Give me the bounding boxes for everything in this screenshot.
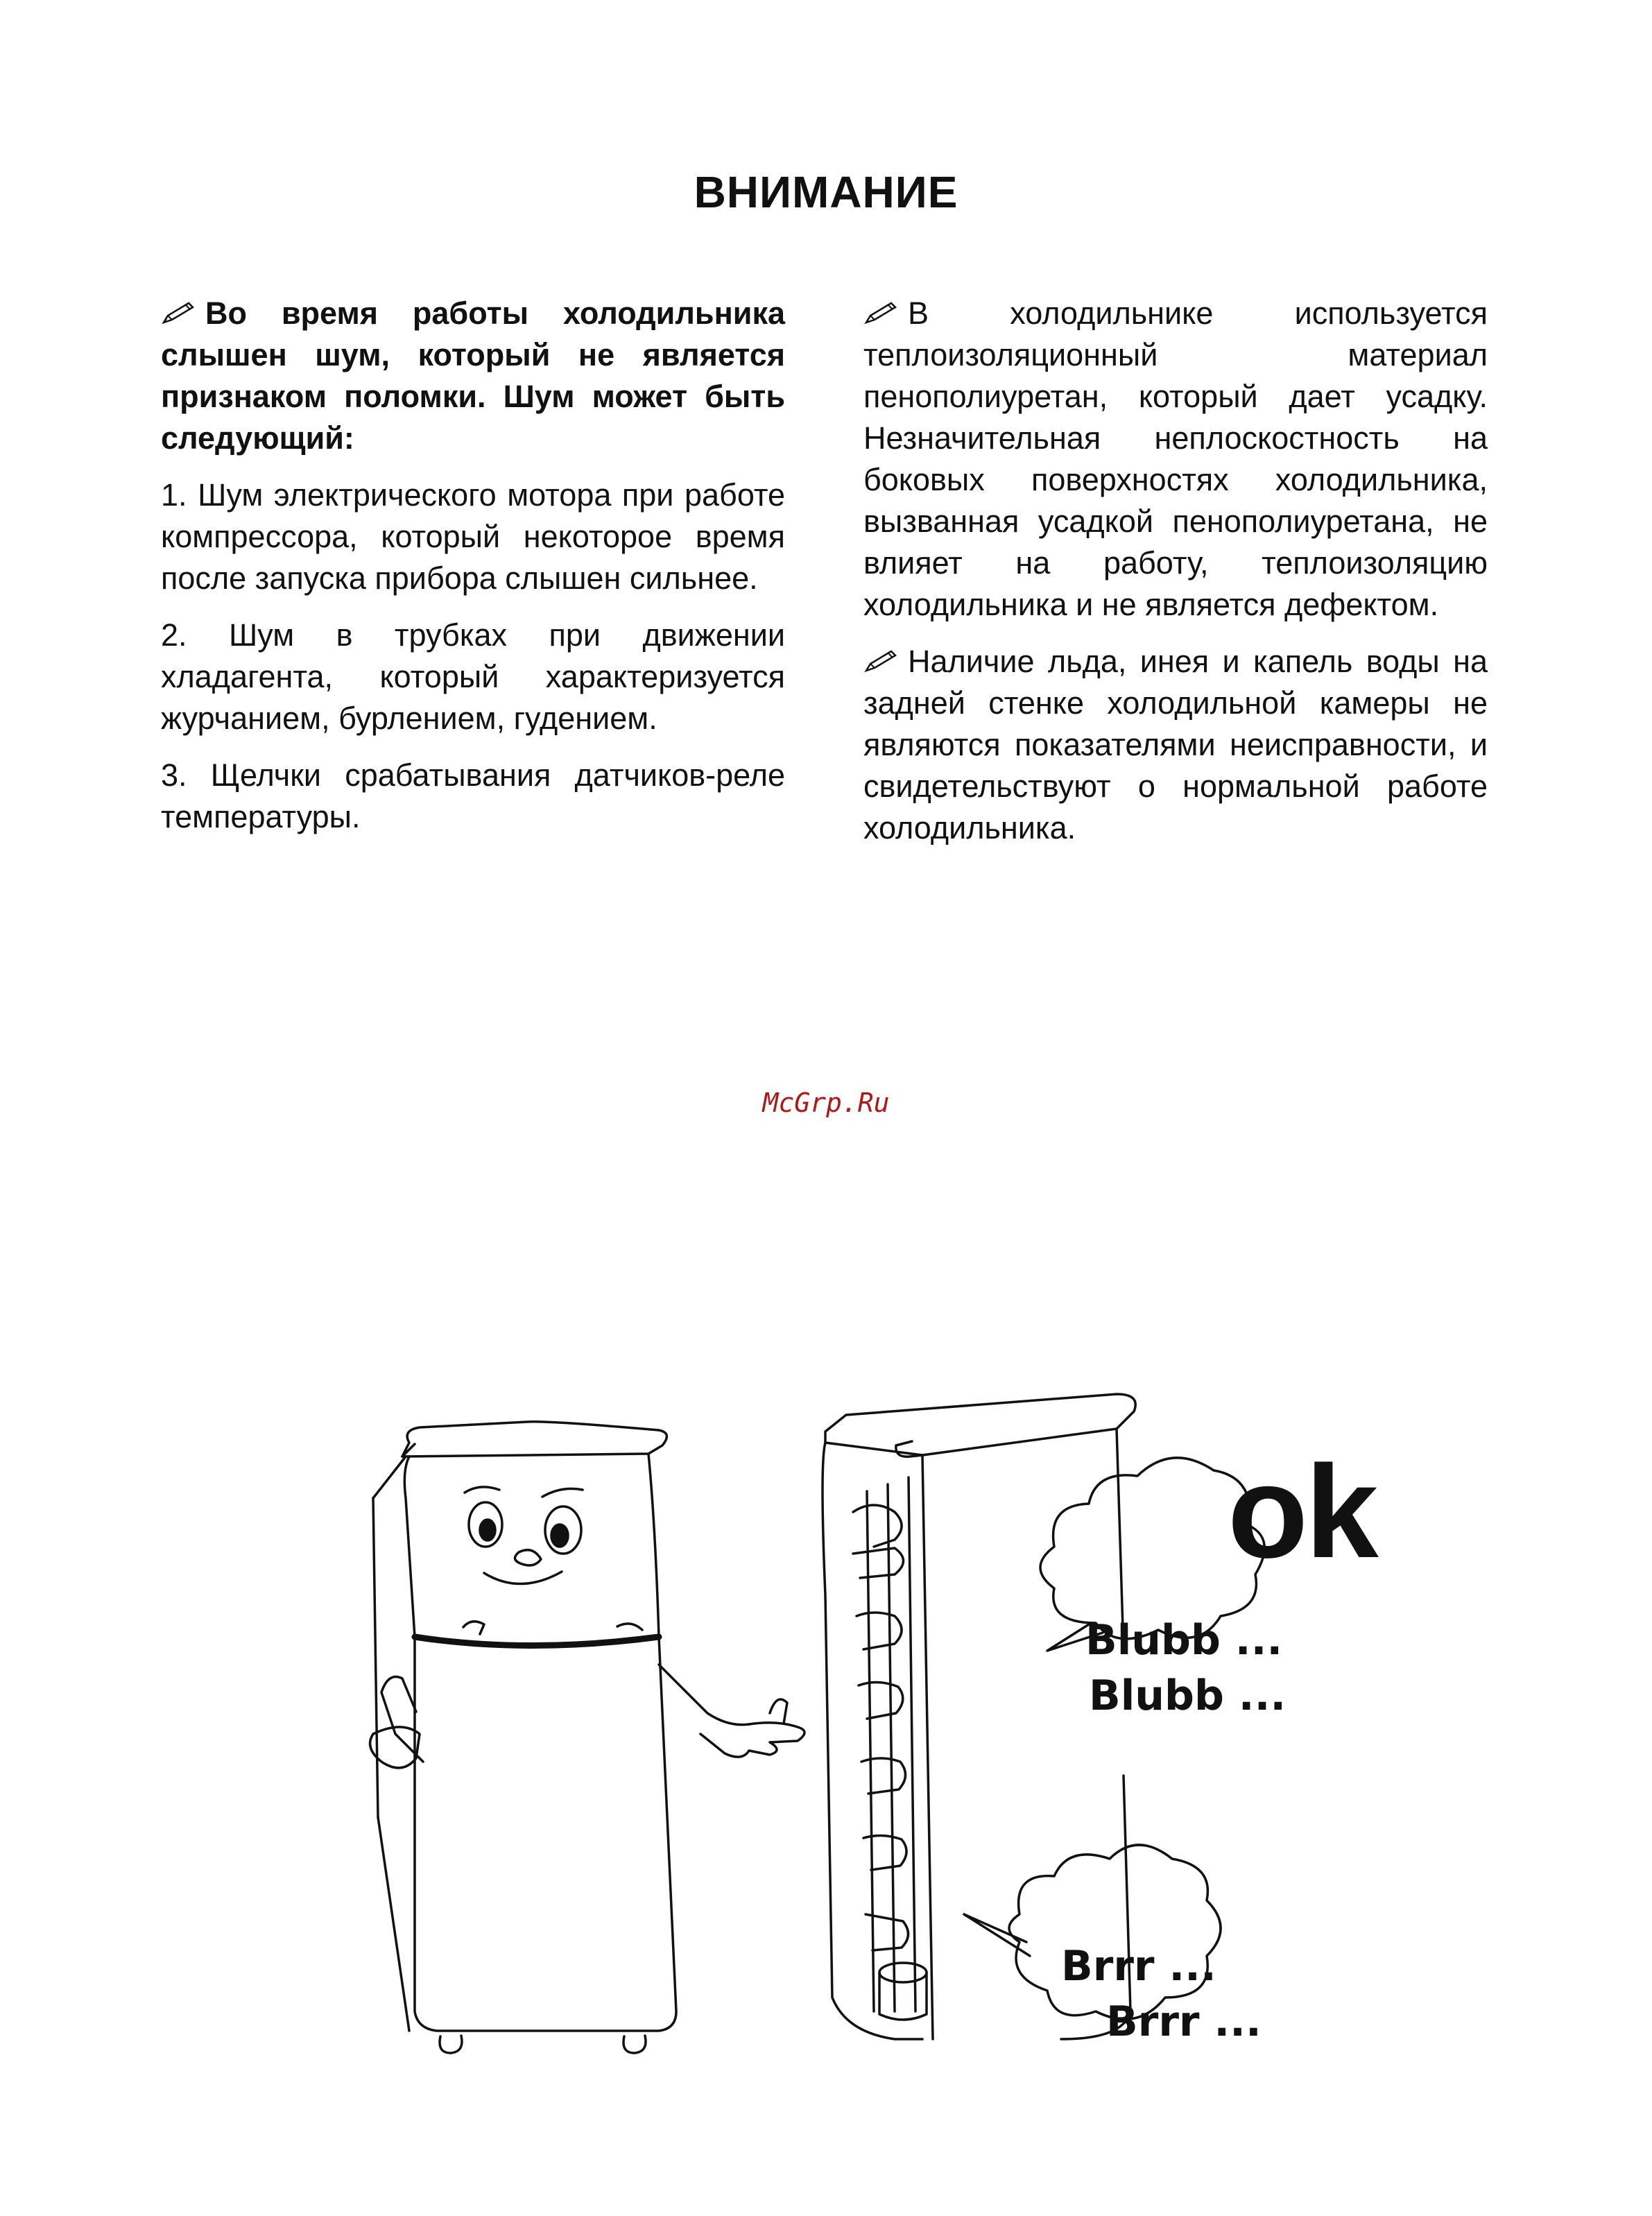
noise-item-1: 1. Шум электрического мотора при работе компрессора, который некоторое время после запуска прибора слышен сильнее. xyxy=(161,477,785,596)
pencil-icon xyxy=(863,300,900,325)
insulation-paragraph xyxy=(863,293,1488,626)
speech-bubble-brrr xyxy=(964,1845,1221,2019)
bubble-blubb-line-1: Blubb ... xyxy=(1085,1616,1283,1665)
bubble-brrr-line-1: Brrr ... xyxy=(1061,1942,1216,1991)
pencil-icon xyxy=(863,649,900,673)
ice-paragraph xyxy=(863,641,1488,849)
page-title: ВНИМАНИЕ xyxy=(694,167,958,217)
noise-item-2: 2. Шум в трубках при движении хладагента, который характеризуется журчанием, бурлением, гудением. xyxy=(161,617,785,736)
bubble-blubb-line-2: Blubb ... xyxy=(1089,1672,1287,1720)
noise-intro-text: Во время работы холодильника слышен шум, который не является признаком поломки. Шум может быть следующий: xyxy=(161,295,785,456)
noise-intro-paragraph xyxy=(161,293,785,459)
ice-text: Наличие льда, инея и капель воды на задней стенке холодильной камеры не являются показателями неисправности, и свидетельствуют о нормальной работе холодильника. xyxy=(863,644,1488,845)
bubble-brrr-line-2: Brrr ... xyxy=(1106,1998,1262,2046)
watermark: McGrp.Ru xyxy=(762,1088,890,1118)
right-column xyxy=(863,293,1488,864)
noise-item-3: 3. Щелчки срабатывания датчиков-реле температуры. xyxy=(161,757,785,834)
ok-label: ok xyxy=(1228,1438,1376,1586)
front-fridge-character xyxy=(370,1422,805,2053)
pencil-icon xyxy=(161,300,197,325)
left-column xyxy=(161,293,785,853)
insulation-text: В холодильнике используется теплоизоляционный материал пенополиуретан, который дает усадку. Незначительная неплоскостность на боковых поверхностях холодильника, вызванная усадкой пенополиуретана, не влияет на работу, теплоизоляцию холодильника и не является дефектом. xyxy=(863,295,1488,622)
